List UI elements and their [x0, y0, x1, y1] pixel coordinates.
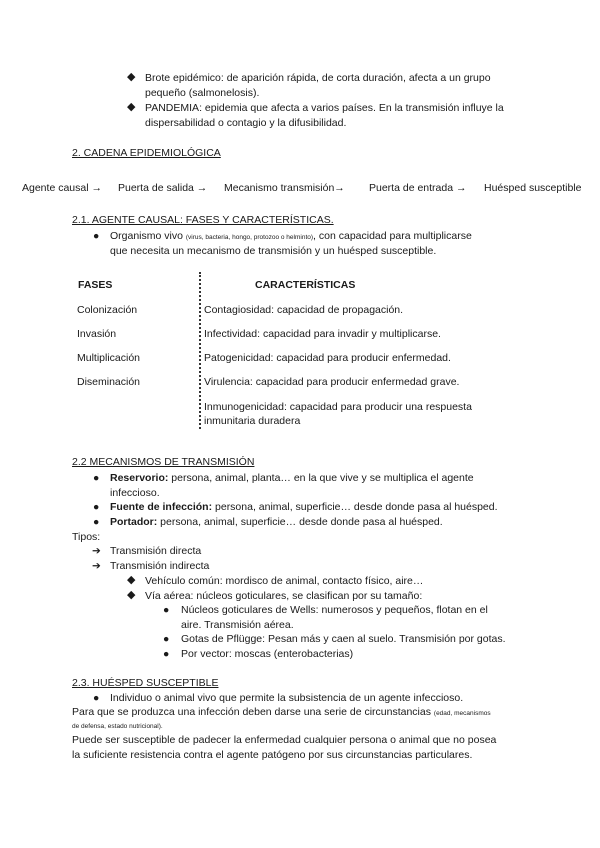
- brote-line1: Brote epidémico: de aparición rápida, de corta duración, afecta a un grupo: [145, 72, 491, 84]
- phase-cell: Invasión: [77, 328, 117, 340]
- vector-item: Por vector: moscas (enterobacterias): [181, 648, 354, 660]
- section-2-1-title: 2.1. AGENTE CAUSAL: FASES Y CARACTERÍSTICAS.: [72, 214, 334, 226]
- directa-item: Transmisión directa: [110, 545, 202, 557]
- diamond-bullet-icon: ◆: [127, 589, 136, 601]
- chain-item: Huésped susceptible: [484, 182, 582, 194]
- wells-line2: aire. Transmisión aérea.: [181, 619, 294, 631]
- infeccion-line1: Para que se produzca una infección deben darse una serie de circunstancias (edad, mecanismos: [72, 706, 491, 718]
- table-header-caracteristicas: CARACTERÍSTICAS: [255, 279, 356, 291]
- round-bullet-icon: ●: [93, 516, 100, 528]
- round-bullet-icon: ●: [93, 472, 100, 484]
- characteristic-cell: Virulencia: capacidad para producir enfermedad grave.: [204, 376, 460, 388]
- table-divider: [199, 272, 201, 429]
- wells-line1: Núcleos goticulares de Wells: numerosos y pequeños, flotan en el: [181, 604, 488, 616]
- section-2-title: 2. CADENA EPIDEMIOLÓGICA: [72, 147, 221, 159]
- characteristic-cell: inmunitaria duradera: [204, 415, 301, 427]
- round-bullet-icon: ●: [93, 692, 100, 704]
- via-aerea-item: Vía aérea: núcleos goticulares, se clasifican por su tamaño:: [145, 590, 423, 602]
- brote-line2: pequeño (salmonelosis).: [145, 87, 260, 99]
- diamond-bullet-icon: ◆: [127, 574, 136, 586]
- arrow-bullet-icon: ➔: [92, 560, 101, 572]
- chain-item: Agente causal →: [22, 182, 102, 194]
- round-bullet-icon: ●: [93, 230, 100, 242]
- chain-item: Mecanismo transmisión→: [224, 182, 345, 194]
- agente-line2: que necesita un mecanismo de transmisión y un huésped susceptible.: [110, 245, 437, 257]
- characteristic-cell: Patogenicidad: capacidad para producir enfermedad.: [204, 352, 451, 364]
- round-bullet-icon: ●: [163, 648, 170, 660]
- puede-line1: Puede ser susceptible de padecer la enfermedad cualquier persona o animal que no posea: [72, 734, 497, 746]
- reservorio-line1: Reservorio: persona, animal, planta… en la que vive y se multiplica el agente: [110, 472, 474, 484]
- round-bullet-icon: ●: [93, 501, 100, 513]
- flugge-item: Gotas de Pflügge: Pesan más y caen al suelo. Transmisión por gotas.: [181, 633, 506, 645]
- characteristic-cell: Contagiosidad: capacidad de propagación.: [204, 304, 404, 316]
- agente-line1: Organismo vivo (virus, bacteria, hongo, protozoo o helminto), con capacidad para multiplicarse: [110, 230, 472, 242]
- characteristic-cell: Infectividad: capacidad para invadir y multiplicarse.: [204, 328, 441, 340]
- diamond-bullet-icon: ◆: [127, 101, 136, 113]
- section-2-3-title: 2.3. HUÉSPED SUSCEPTIBLE: [72, 677, 219, 689]
- chain-item: Puerta de entrada →: [369, 182, 467, 194]
- fuente-line: Fuente de infección: persona, animal, superficie… desde donde pasa al huésped.: [110, 501, 498, 513]
- pandemia-line1: PANDEMIA: epidemia que afecta a varios países. En la transmisión influye la: [145, 102, 504, 114]
- table-header-fases: FASES: [78, 279, 113, 291]
- round-bullet-icon: ●: [163, 604, 170, 616]
- puede-line2: la suficiente resistencia contra el agente patógeno por sus circunstancias particulares.: [72, 749, 473, 761]
- phase-cell: Diseminación: [77, 376, 141, 388]
- characteristic-cell: Inmunogenicidad: capacidad para producir una respuesta: [204, 401, 472, 413]
- pandemia-line2: dispersabilidad o contagio y la difusibilidad.: [145, 117, 347, 129]
- round-bullet-icon: ●: [163, 633, 170, 645]
- infeccion-line2: de defensa, estado nutricional).: [72, 723, 163, 730]
- diamond-bullet-icon: ◆: [127, 71, 136, 83]
- section-2-2-title: 2.2 MECANISMOS DE TRANSMISIÓN: [72, 456, 255, 468]
- huesped-bullet: Individuo o animal vivo que permite la subsistencia de un agente infeccioso.: [110, 692, 464, 704]
- chain-item: Puerta de salida →: [118, 182, 208, 194]
- reservorio-line2: infeccioso.: [110, 487, 160, 499]
- tipos-label: Tipos:: [72, 531, 101, 543]
- portador-line: Portador: persona, animal, superficie… desde donde pasa al huésped.: [110, 516, 443, 528]
- phase-cell: Colonización: [77, 304, 138, 316]
- indirecta-item: Transmisión indirecta: [110, 560, 210, 572]
- phase-cell: Multiplicación: [77, 352, 141, 364]
- arrow-bullet-icon: ➔: [92, 545, 101, 557]
- vehiculo-item: Vehículo común: mordisco de animal, contacto físico, aire…: [145, 575, 424, 587]
